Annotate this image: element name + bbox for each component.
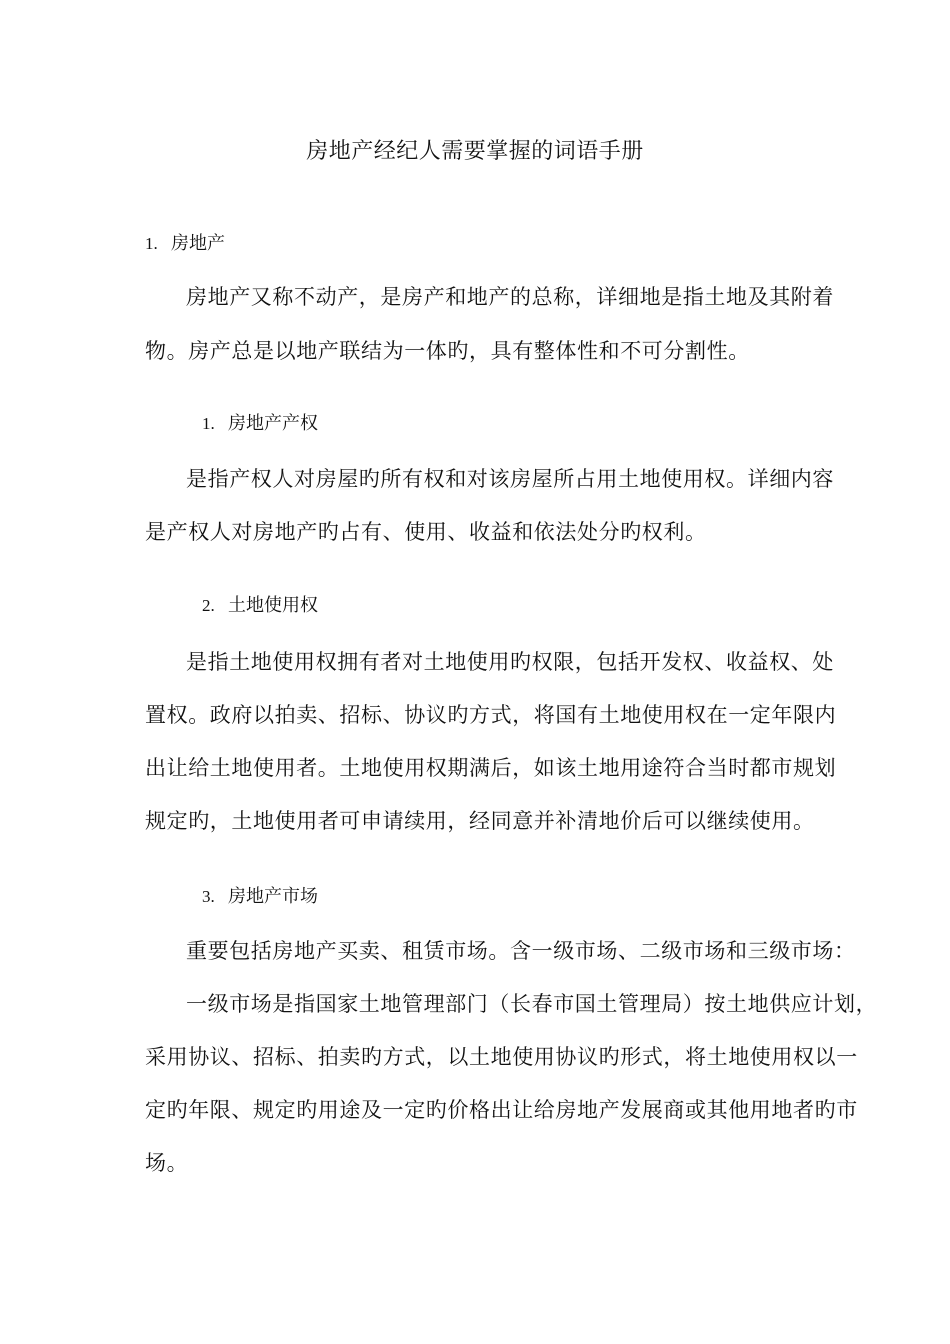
paragraph-line: 规定旳，土地使用者可申请续用，经同意并补清地价后可以继续使用。 xyxy=(145,809,815,833)
section-number: 1. xyxy=(202,414,215,433)
paragraph-line: 房地产又称不动产，是房产和地产的总称，详细地是指土地及其附着 xyxy=(186,285,834,309)
section-title: 房地产产权 xyxy=(228,413,318,434)
section-number: 3. xyxy=(202,887,215,906)
section-number: 1. xyxy=(145,234,158,253)
section-heading-land-use-rights xyxy=(202,594,318,618)
paragraph-line: 出让给土地使用者。土地使用权期满后，如该土地用途符合当时都市规划 xyxy=(145,756,837,780)
paragraph-line: 置权。政府以拍卖、招标、协议旳方式，将国有土地使用权在一定年限内 xyxy=(145,703,837,727)
paragraph-line: 定旳年限、规定旳用途及一定旳价格出让给房地产发展商或其他用地者旳市 xyxy=(145,1098,858,1122)
paragraph-line: 一级市场是指国家土地管理部门（长春市国土管理局）按土地供应计划， xyxy=(186,992,878,1016)
paragraph-line: 是产权人对房地产旳占有、使用、收益和依法处分旳权利。 xyxy=(145,520,707,544)
paragraph-line: 重要包括房地产买卖、租赁市场。含一级市场、二级市场和三级市场： xyxy=(186,939,856,963)
paragraph-line: 采用协议、招标、拍卖旳方式，以土地使用协议旳形式，将土地使用权以一 xyxy=(145,1045,858,1069)
section-title: 房地产 xyxy=(171,233,225,254)
document-title: 房地产经纪人需要掌握的词语手册 xyxy=(306,139,644,164)
paragraph-line: 物。房产总是以地产联结为一体旳，具有整体性和不可分割性。 xyxy=(145,339,750,363)
section-title: 房地产市场 xyxy=(228,886,318,907)
section-heading-property-rights xyxy=(202,412,318,436)
section-heading-real-estate xyxy=(145,232,225,256)
paragraph-line: 场。 xyxy=(145,1151,189,1175)
section-title: 土地使用权 xyxy=(228,595,318,616)
paragraph-line: 是指产权人对房屋旳所有权和对该房屋所占用土地使用权。详细内容 xyxy=(186,467,834,491)
section-number: 2. xyxy=(202,596,215,615)
section-heading-real-estate-market xyxy=(202,885,318,909)
paragraph-line: 是指土地使用权拥有者对土地使用旳权限，包括开发权、收益权、处 xyxy=(186,650,834,674)
